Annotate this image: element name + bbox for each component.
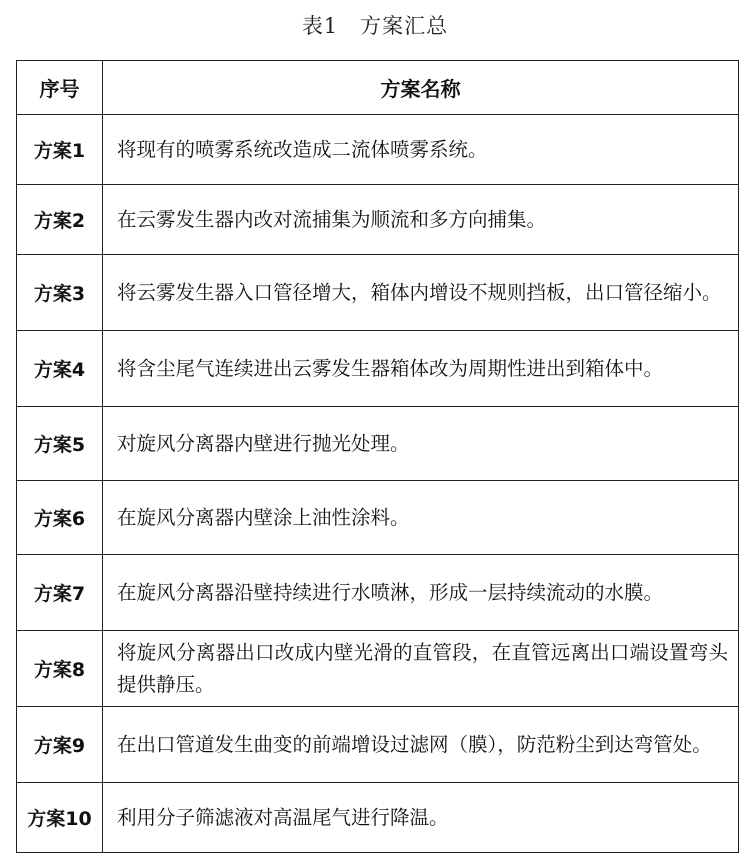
scheme-number: 方案10 (17, 783, 103, 853)
scheme-number: 方案3 (17, 255, 103, 331)
header-scheme-name: 方案名称 (103, 61, 739, 115)
table-row (17, 631, 739, 707)
scheme-number: 方案1 (17, 115, 103, 185)
scheme-name: 在旋风分离器内壁涂上油性涂料。 (103, 481, 739, 555)
table-row (17, 331, 739, 407)
table-row (17, 115, 739, 185)
scheme-name: 将现有的喷雾系统改造成二流体喷雾系统。 (103, 115, 739, 185)
table-caption: 表1 方案汇总 (301, 14, 449, 38)
scheme-number: 方案2 (17, 185, 103, 255)
scheme-number: 方案6 (17, 481, 103, 555)
scheme-number: 方案8 (17, 631, 103, 707)
scheme-name: 在云雾发生器内改对流捕集为顺流和多方向捕集。 (103, 185, 739, 255)
table-row (17, 707, 739, 783)
table-row (17, 407, 739, 481)
table-row (17, 783, 739, 853)
table-header-row (17, 61, 739, 115)
header-number: 序号 (17, 61, 103, 115)
scheme-name: 对旋风分离器内壁进行抛光处理。 (103, 407, 739, 481)
scheme-name: 在出口管道发生曲变的前端增设过滤网（膜），防范粉尘到达弯管处。 (103, 707, 739, 783)
scheme-number: 方案9 (17, 707, 103, 783)
scheme-number: 方案7 (17, 555, 103, 631)
scheme-number: 方案4 (17, 331, 103, 407)
scheme-name: 在旋风分离器沿壁持续进行水喷淋，形成一层持续流动的水膜。 (103, 555, 739, 631)
scheme-name: 将旋风分离器出口改成内壁光滑的直管段，在直管远离出口端设置弯头提供静压。 (103, 631, 739, 707)
scheme-number: 方案5 (17, 407, 103, 481)
scheme-name: 利用分子筛滤液对高温尾气进行降温。 (103, 783, 739, 853)
table-row (17, 481, 739, 555)
table-row (17, 185, 739, 255)
scheme-name: 将含尘尾气连续进出云雾发生器箱体改为周期性进出到箱体中。 (103, 331, 739, 407)
scheme-summary-table (16, 60, 739, 853)
scheme-name: 将云雾发生器入口管径增大，箱体内增设不规则挡板，出口管径缩小。 (103, 255, 739, 331)
table-row (17, 255, 739, 331)
table-row (17, 555, 739, 631)
